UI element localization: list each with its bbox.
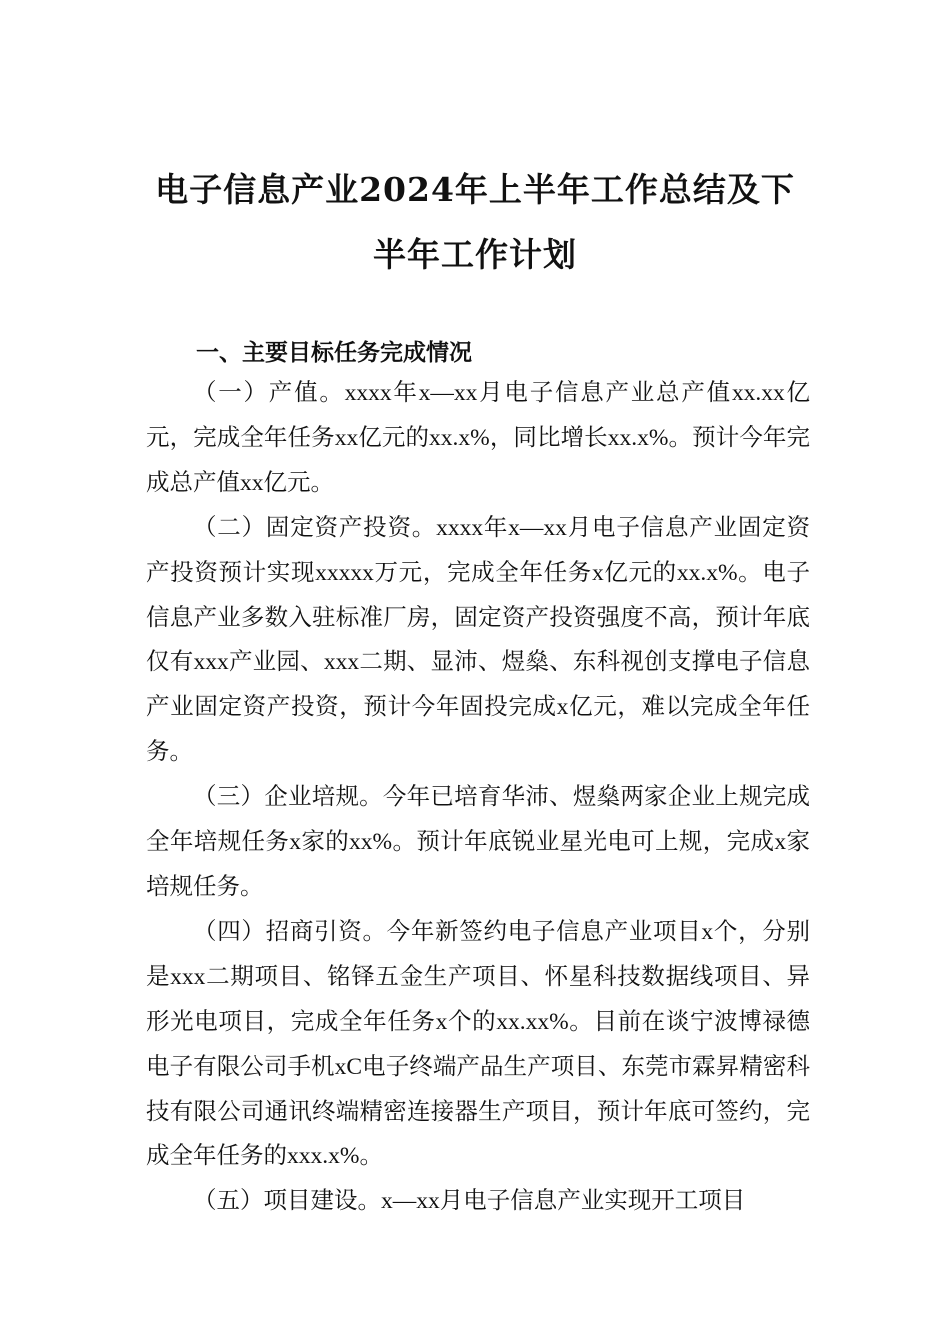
document-body <box>146 371 810 1224</box>
document-title-line-1: 电子信息产业2024年上半年工作总结及下 <box>155 170 795 209</box>
paragraph-enterprise-cultivation: （三）企业培规。今年已培育华沛、煜燊两家企业上规完成全年培规任务x家的xx%。预计年底锐业星光电可上规，完成x家培规任务。 <box>146 784 810 900</box>
paragraph-output-value: （一）产值。xxxx年x—xx月电子信息产业总产值xx.xx亿元，完成全年任务xx亿元的xx.x%，同比增长xx.x%。预计今年完成总产值xx亿元。 <box>146 380 810 496</box>
paragraph-fixed-asset-investment: （二）固定资产投资。xxxx年x—xx月电子信息产业固定资产投资预计实现xxxxx万元，完成全年任务x亿元的xx.x%。电子信息产业多数入驻标准厂房，固定资产投资强度不高，预计年底仅有xxx产业园、xxx二期、显沛、煜燊、东科视创支撑电子信息产业固定资产投资，预计今年固投完成x亿元，难以完成全年任务。 <box>146 514 810 766</box>
document-title-line-2: 半年工作计划 <box>373 235 577 274</box>
section-heading: 一、主要目标任务完成情况 <box>196 340 472 366</box>
paragraph-project-construction: （五）项目建设。x—xx月电子信息产业实现开工项目 <box>193 1188 746 1215</box>
paragraph-investment-attraction: （四）招商引资。今年新签约电子信息产业项目x个，分别是xxx二期项目、铭铎五金生产项目、怀星科技数据线项目、异形光电项目，完成全年任务x个的xx.xx%。目前在谈宁波博禄德电子有限公司手机xC电子终端产品生产项目、东莞市霖昇精密科技有限公司通讯终端精密连接器生产项目，预计年底可签约，完成全年任务的xxx.x%。 <box>146 918 810 1170</box>
